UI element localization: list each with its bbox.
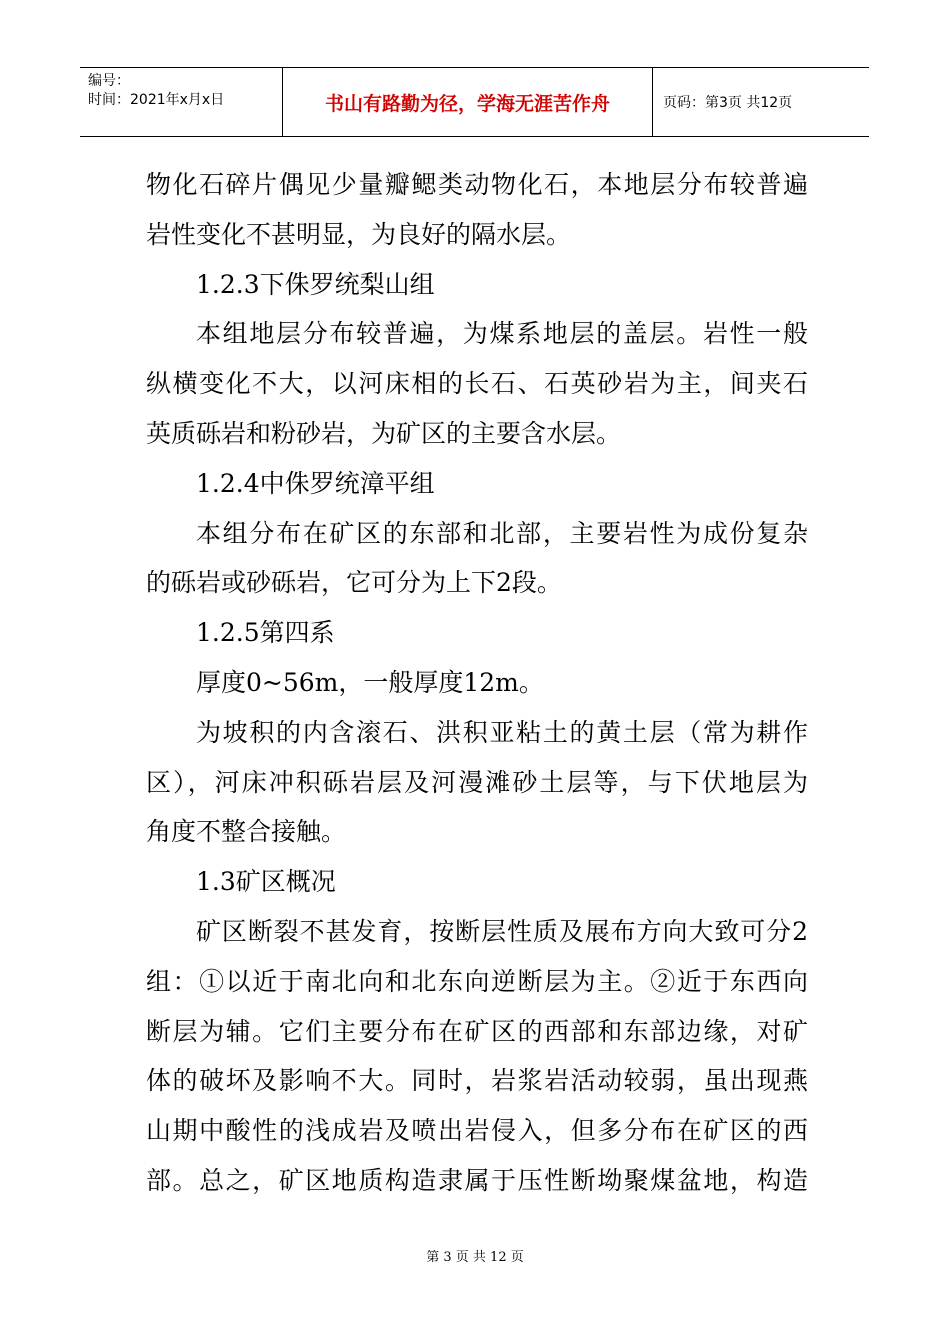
- body-line: 本组地层分布较普遍，为煤系地层的盖层。岩性一般: [196, 319, 808, 349]
- section-heading: 1.2.4中侏罗统漳平组: [196, 468, 435, 498]
- section-heading: 1.2.5第四系: [196, 618, 335, 648]
- document-body: [146, 160, 808, 1206]
- body-line: 角度不整合接触。: [146, 817, 347, 847]
- body-line: 岩性变化不甚明显，为良好的隔水层。: [146, 219, 572, 249]
- body-line: 部。总之，矿区地质构造隶属于压性断坳聚煤盆地，构造: [146, 1165, 808, 1195]
- body-line: 物化石碎片偶见少量瓣鳃类动物化石，本地层分布较普遍: [146, 170, 808, 199]
- body-line: 的砾岩或砂砾岩，它可分为上下2段。: [146, 568, 562, 598]
- body-line: 英质砾岩和粉砂岩，为矿区的主要含水层。: [146, 418, 622, 448]
- header-page-info: 页码：第3页 共12页: [663, 95, 793, 111]
- body-line: 组：①以近于南北向和北东向逆断层为主。②近于东西向: [146, 966, 808, 996]
- page-footer: 第 3 页 共 12 页: [426, 1250, 524, 1265]
- body-line: 断层为辅。它们主要分布在矿区的西部和东部边缘，对矿: [146, 1016, 808, 1046]
- body-line: 山期中酸性的浅成岩及喷出岩侵入，但多分布在矿区的西: [146, 1116, 808, 1146]
- body-line: 区），河床冲积砾岩层及河漫滩砂土层等，与下伏地层为: [146, 767, 808, 797]
- body-line: 纵横变化不大，以河床相的长石、石英砂岩为主，间夹石: [146, 369, 808, 399]
- body-line: 矿区断裂不甚发育，按断层性质及展布方向大致可分2: [196, 916, 808, 946]
- body-line: 体的破坏及影响不大。同时，岩浆岩活动较弱，虽出现燕: [146, 1066, 808, 1096]
- header-meta-cell: [80, 68, 283, 136]
- section-heading: 1.3矿区概况: [196, 867, 336, 897]
- header-motto: 书山有路勤为径，学海无涯苦作舟: [283, 68, 653, 136]
- document-number-label: 编号：: [88, 73, 130, 89]
- section-heading: 1.2.3下侏罗统梨山组: [196, 269, 435, 299]
- header-table: [80, 67, 869, 137]
- body-line: 为坡积的内含滚石、洪积亚粘土的黄土层（常为耕作: [196, 717, 808, 747]
- document-date: 时间：2021年x月x日: [88, 92, 225, 108]
- body-line: 本组分布在矿区的东部和北部，主要岩性为成份复杂: [196, 518, 808, 548]
- body-line: 厚度0~56m，一般厚度12m。: [196, 667, 544, 697]
